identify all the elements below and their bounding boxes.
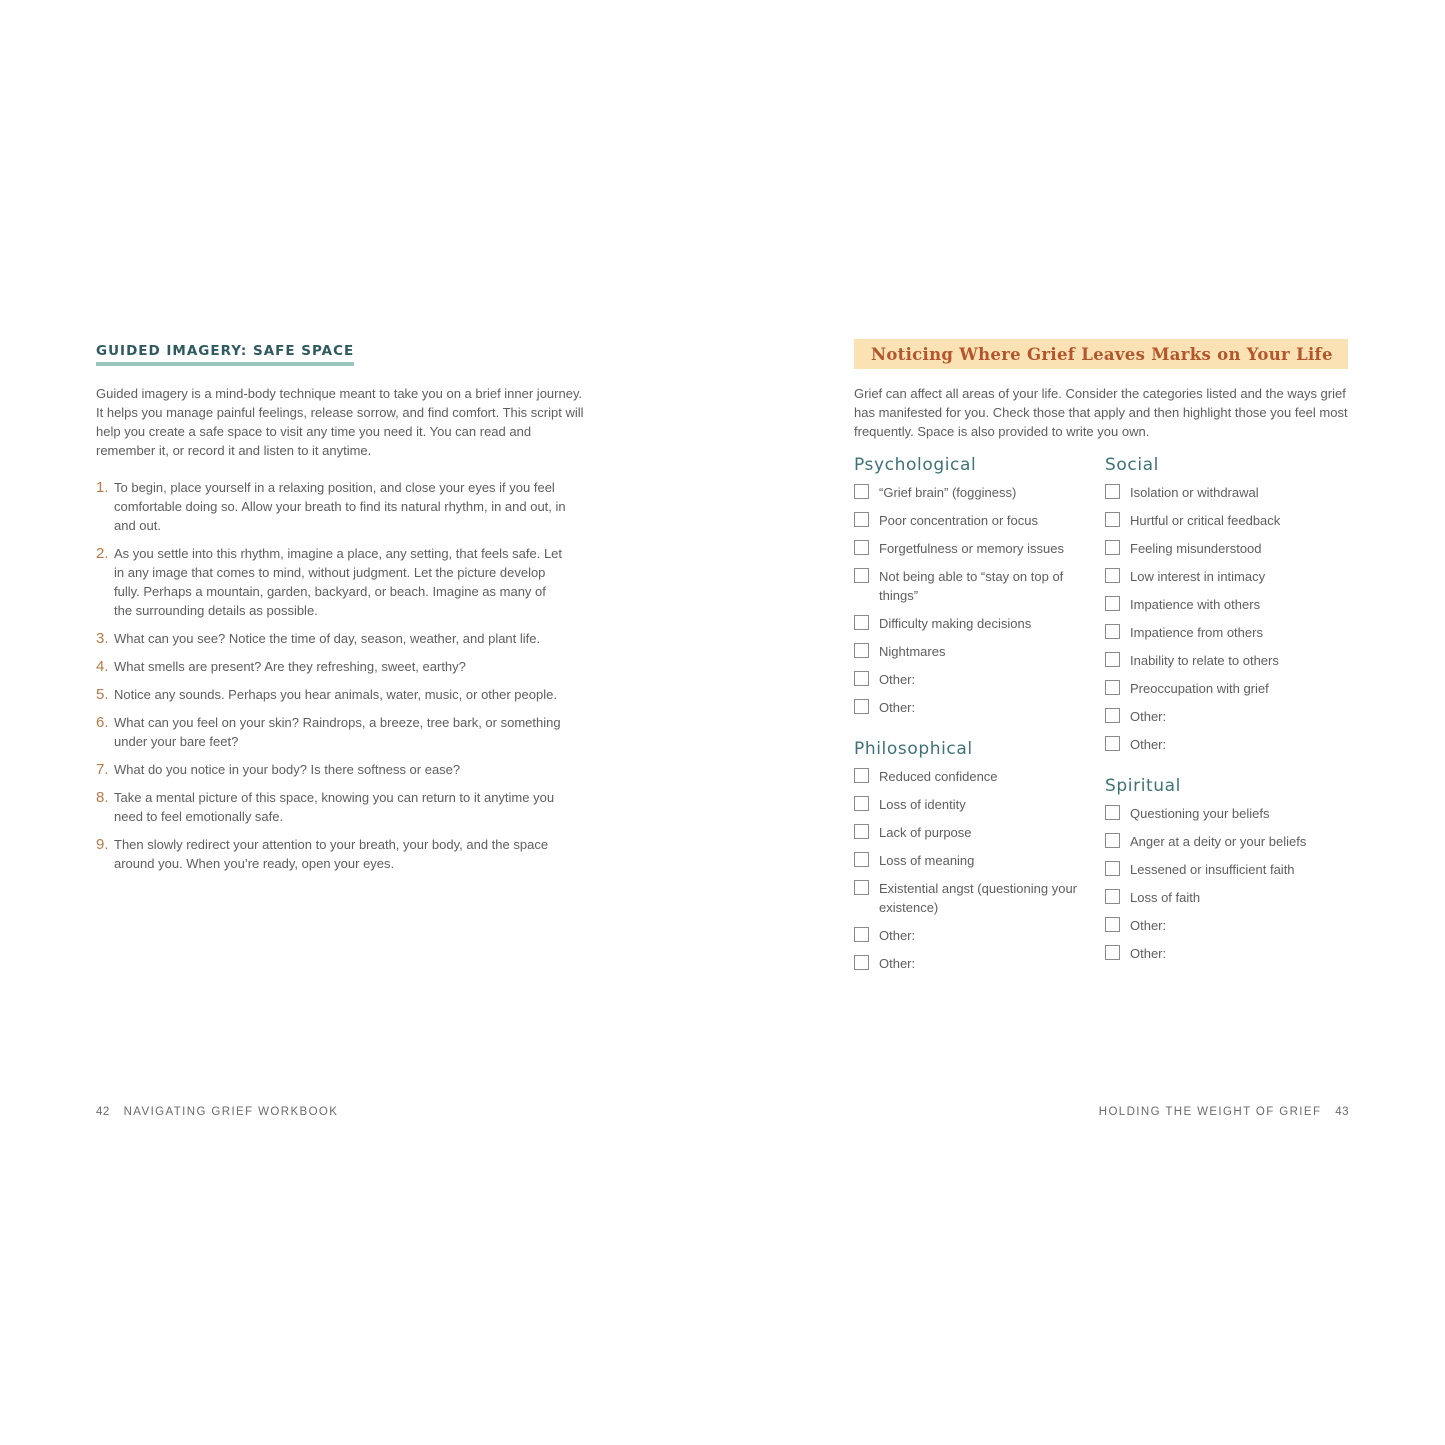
checkbox[interactable] (854, 484, 869, 499)
checklist-item[interactable] (1105, 567, 1345, 586)
list-item (96, 478, 566, 535)
checkbox[interactable] (1105, 624, 1120, 639)
checklist-label: Reduced confidence (879, 769, 998, 784)
list-item (96, 657, 566, 676)
checklist-label: Other: (1130, 737, 1167, 752)
category-heading: Psychological (854, 455, 977, 475)
checklist-item[interactable] (854, 670, 1094, 689)
checkbox[interactable] (854, 796, 869, 811)
step-text: Notice any sounds. Perhaps you hear animals, water, music, or other people. (114, 687, 557, 702)
checklist-item[interactable] (854, 954, 1094, 973)
checkbox[interactable] (854, 955, 869, 970)
checkbox[interactable] (854, 699, 869, 714)
checkbox[interactable] (1105, 945, 1120, 960)
checklist-label: Loss of meaning (879, 853, 975, 868)
checkbox[interactable] (1105, 833, 1120, 848)
checklist-item[interactable] (854, 483, 1094, 502)
checklist-label: Other: (879, 700, 916, 715)
checklist-label: Other: (1130, 709, 1167, 724)
checklist-item[interactable] (854, 767, 1094, 786)
checklist-label: Loss of faith (1130, 890, 1201, 905)
page-number: 42 (96, 1106, 110, 1118)
checklist-label: Inability to relate to others (1130, 653, 1279, 668)
checklist-label: Preoccupation with grief (1130, 681, 1269, 696)
checkbox[interactable] (1105, 861, 1120, 876)
category-spiritual (1105, 776, 1345, 963)
checklist-item[interactable] (1105, 888, 1345, 907)
category-heading: Social (1105, 455, 1160, 475)
step-number: 6. (96, 714, 109, 731)
step-text: Then slowly redirect your attention to your breath, your body, and the space around you. When you’re ready, open your eyes. (114, 837, 549, 871)
intro-paragraph: Guided imagery is a mind-body technique meant to take you on a brief inner journey. It helps you manage painful feelings, release sorrow, and find comfort. This script will help you create a safe space to visit any time you need it. You can read and remember it, or record it and listen to it anytime. (96, 386, 584, 458)
step-number: 7. (96, 761, 109, 778)
category-heading: Spiritual (1105, 776, 1181, 796)
checklist-item[interactable] (1105, 735, 1345, 754)
checklist-label: Other: (1130, 946, 1167, 961)
right-page (854, 339, 1354, 971)
checklist-intro: Grief can affect all areas of your life. Consider the categories listed and the ways grief has manifested for you. Check those that apply and then highlight those you feel most frequently. Space is also provided to write you own. (854, 386, 1348, 439)
section-title: GUIDED IMAGERY: SAFE SPACE (96, 343, 354, 366)
step-number: 9. (96, 836, 109, 853)
checkbox[interactable] (854, 568, 869, 583)
checkbox[interactable] (1105, 568, 1120, 583)
checklist-label: Nightmares (879, 644, 946, 659)
list-item (96, 713, 566, 751)
checklist-item[interactable] (854, 926, 1094, 945)
step-number: 3. (96, 630, 109, 647)
checkbox[interactable] (854, 927, 869, 942)
checklist-label: Low interest in intimacy (1130, 569, 1266, 584)
checkbox[interactable] (854, 615, 869, 630)
checklist-label: Questioning your beliefs (1130, 806, 1270, 821)
steps-list (96, 478, 566, 873)
page-number: 43 (1335, 1106, 1349, 1118)
checkbox[interactable] (1105, 484, 1120, 499)
step-text: Take a mental picture of this space, knowing you can return to it anytime you need to feel emotionally safe. (114, 790, 555, 824)
checkbox[interactable] (1105, 805, 1120, 820)
step-text: As you settle into this rhythm, imagine a place, any setting, that feels safe. Let in any image that comes to mind, without judgment. Let the picture develop fully. Perhaps a mountain, garden, backyard, or beach. Imagine as many of the surrounding details as possible. (114, 546, 563, 618)
checklist-label: Lack of purpose (879, 825, 972, 840)
step-text: What can you see? Notice the time of day, season, weather, and plant life. (114, 631, 541, 646)
checklist-item[interactable] (854, 567, 1094, 605)
checklist-item[interactable] (1105, 679, 1345, 698)
step-number: 4. (96, 658, 109, 675)
checklist-item[interactable] (854, 795, 1094, 814)
checkbox[interactable] (1105, 917, 1120, 932)
checkbox[interactable] (1105, 512, 1120, 527)
list-item (96, 544, 566, 620)
banner-title: Noticing Where Grief Leaves Marks on Your Life (854, 339, 1348, 369)
left-column (854, 455, 1094, 995)
checklist-item[interactable] (1105, 944, 1345, 963)
checklist-label: Hurtful or critical feedback (1130, 513, 1281, 528)
category-psychological (854, 455, 1094, 717)
checkbox[interactable] (1105, 540, 1120, 555)
checkbox[interactable] (854, 540, 869, 555)
checklist-item[interactable] (854, 851, 1094, 870)
checklist-item[interactable] (854, 823, 1094, 842)
category-social (1105, 455, 1345, 754)
step-number: 1. (96, 479, 109, 496)
checklist-item[interactable] (854, 539, 1094, 558)
checkbox[interactable] (854, 768, 869, 783)
checklist-item[interactable] (854, 698, 1094, 717)
checklist-label: Difficulty making decisions (879, 616, 1032, 631)
checklist-label: Feeling misunderstood (1130, 541, 1262, 556)
left-page (96, 342, 596, 882)
checklist-item[interactable] (854, 511, 1094, 530)
checklist-item[interactable] (1105, 511, 1345, 530)
checklist-label: Anger at a deity or your beliefs (1130, 834, 1307, 849)
checkbox[interactable] (854, 671, 869, 686)
checklist-label: Existential angst (questioning your existence) (879, 881, 1078, 915)
checklist-label: Lessened or insufficient faith (1130, 862, 1295, 877)
checklist-item[interactable] (854, 879, 1094, 917)
right-column (1105, 455, 1345, 985)
checklist-item[interactable] (1105, 832, 1345, 851)
checkbox[interactable] (854, 852, 869, 867)
checkbox[interactable] (1105, 889, 1120, 904)
category-heading: Philosophical (854, 739, 973, 759)
checklist-label: Impatience from others (1130, 625, 1263, 640)
checklist-label: Other: (1130, 918, 1167, 933)
checklist-item[interactable] (1105, 539, 1345, 558)
checklist-label: Other: (879, 956, 916, 971)
list-item (96, 835, 566, 873)
checklist-label: Isolation or withdrawal (1130, 485, 1259, 500)
checklist-item[interactable] (1105, 483, 1345, 502)
checkbox[interactable] (854, 512, 869, 527)
list-item (96, 629, 566, 648)
checklist-item[interactable] (1105, 651, 1345, 670)
checklist-item[interactable] (1105, 804, 1345, 823)
step-text: What do you notice in your body? Is there softness or ease? (114, 762, 461, 777)
checklist-label: “Grief brain” (fogginess) (879, 485, 1017, 500)
step-number: 8. (96, 789, 109, 806)
checklist-label: Impatience with others (1130, 597, 1261, 612)
checkbox[interactable] (1105, 736, 1120, 751)
list-item (96, 760, 566, 779)
checkbox[interactable] (854, 880, 869, 895)
checklist-label: Not being able to “stay on top of things” (879, 569, 1064, 603)
left-footer (96, 1106, 338, 1118)
running-head: NAVIGATING GRIEF WORKBOOK (123, 1106, 339, 1118)
checklist-label: Other: (879, 672, 916, 687)
checklist-label: Poor concentration or focus (879, 513, 1038, 528)
step-number: 5. (96, 686, 109, 703)
checklist-item[interactable] (1105, 916, 1345, 935)
step-text: What smells are present? Are they refreshing, sweet, earthy? (114, 659, 466, 674)
checklist-item[interactable] (1105, 623, 1345, 642)
checklist-label: Loss of identity (879, 797, 966, 812)
category-philosophical (854, 739, 1094, 973)
checklist-item[interactable] (1105, 595, 1345, 614)
checklist-label: Other: (879, 928, 916, 943)
checkbox[interactable] (854, 824, 869, 839)
checklist-item[interactable] (854, 642, 1094, 661)
checklist-item[interactable] (1105, 707, 1345, 726)
list-item (96, 685, 566, 704)
list-item (96, 788, 566, 826)
checkbox[interactable] (1105, 708, 1120, 723)
step-text: What can you feel on your skin? Raindrops, a breeze, tree bark, or something under your bare feet? (114, 715, 561, 749)
running-head: HOLDING THE WEIGHT OF GRIEF (1098, 1106, 1322, 1118)
step-number: 2. (96, 545, 109, 562)
checkbox[interactable] (854, 643, 869, 658)
checklist-item[interactable] (1105, 860, 1345, 879)
checkbox[interactable] (1105, 680, 1120, 695)
checklist-label: Forgetfulness or memory issues (879, 541, 1064, 556)
right-footer (1099, 1106, 1349, 1118)
checklist-item[interactable] (854, 614, 1094, 633)
checkbox[interactable] (1105, 596, 1120, 611)
checkbox[interactable] (1105, 652, 1120, 667)
step-text: To begin, place yourself in a relaxing position, and close your eyes if you feel comfortable doing so. Allow your breath to find its natural rhythm, in and out, in and out. (114, 480, 566, 533)
